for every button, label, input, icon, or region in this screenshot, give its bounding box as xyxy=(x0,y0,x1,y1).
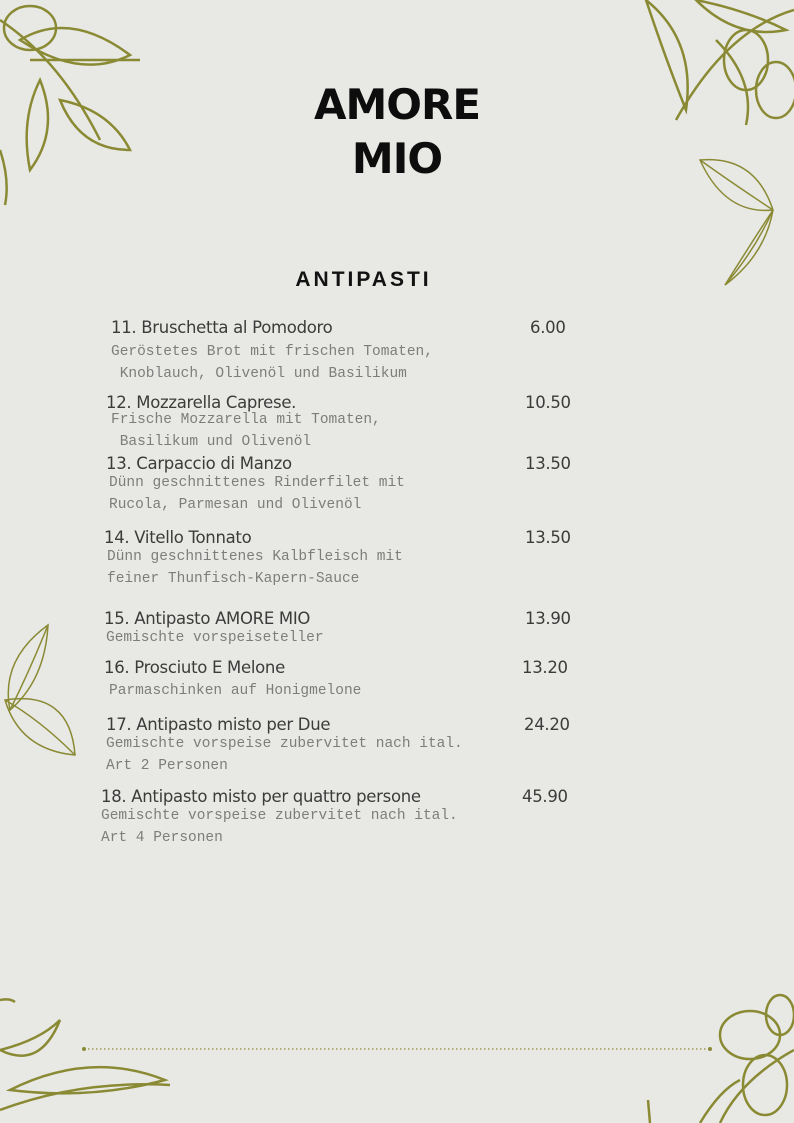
menu-item-name: 15. Antipasto AMORE MIO xyxy=(104,609,311,628)
menu-item-description: Gemischte vorspeiseteller xyxy=(106,630,324,646)
menu-item-description: Geröstetes Brot mit frischen Tomaten, xyxy=(111,344,433,360)
menu-item-description: Dünn geschnittenes Rinderfilet mit xyxy=(109,475,405,491)
menu-item-name: 16. Prosciuto E Melone xyxy=(104,658,285,677)
menu-item-description: Dünn geschnittenes Kalbfleisch mit xyxy=(107,549,403,565)
menu-item-description: Rucola, Parmesan und Olivenöl xyxy=(109,497,362,513)
menu-item-name: 13. Carpaccio di Manzo xyxy=(106,454,292,473)
menu-item-name: 11. Bruschetta al Pomodoro xyxy=(111,318,333,337)
menu-item-name: 18. Antipasto misto per quattro persone xyxy=(101,787,421,806)
menu-item-description: Art 4 Personen xyxy=(101,830,223,846)
menu-item-price: 45.90 xyxy=(522,787,568,806)
menu-item-description: Parmaschinken auf Honigmelone xyxy=(109,683,362,699)
menu-item-description: Frische Mozzarella mit Tomaten, xyxy=(111,412,381,428)
menu-item-name: 17. Antipasto misto per Due xyxy=(106,715,331,734)
menu-item-description: Gemischte vorspeise zubervitet nach ital. xyxy=(101,808,458,824)
olive-branch-icon xyxy=(0,990,175,1123)
menu-item-description: Art 2 Personen xyxy=(106,758,228,774)
footer-divider xyxy=(82,1047,712,1051)
restaurant-title-line2: MIO xyxy=(351,134,443,183)
menu-item-price: 13.90 xyxy=(525,609,571,628)
menu-item-price: 13.50 xyxy=(525,454,571,473)
basil-leaf-icon xyxy=(0,620,80,760)
section-heading: ANTIPASTI xyxy=(295,268,432,291)
menu-item-name: 14. Vitello Tonnato xyxy=(104,528,252,547)
menu-item-description: Gemischte vorspeise zubervitet nach ital. xyxy=(106,736,463,752)
menu-item-price: 24.20 xyxy=(524,715,570,734)
menu-item-name: 12. Mozzarella Caprese. xyxy=(106,393,297,412)
restaurant-title xyxy=(0,78,794,186)
menu-item-price: 13.50 xyxy=(525,528,571,547)
menu-item-price: 13.20 xyxy=(522,658,568,677)
menu-item-description: Knoblauch, Olivenöl und Basilikum xyxy=(111,366,407,382)
restaurant-title-line1: AMORE xyxy=(313,80,481,129)
menu-item-price: 6.00 xyxy=(530,318,566,337)
menu-item-price: 10.50 xyxy=(525,393,571,412)
menu-item-description: feiner Thunfisch-Kapern-Sauce xyxy=(107,571,360,587)
menu-item-description: Basilikum und Olivenöl xyxy=(111,434,312,450)
olive-branch-icon xyxy=(640,990,794,1123)
